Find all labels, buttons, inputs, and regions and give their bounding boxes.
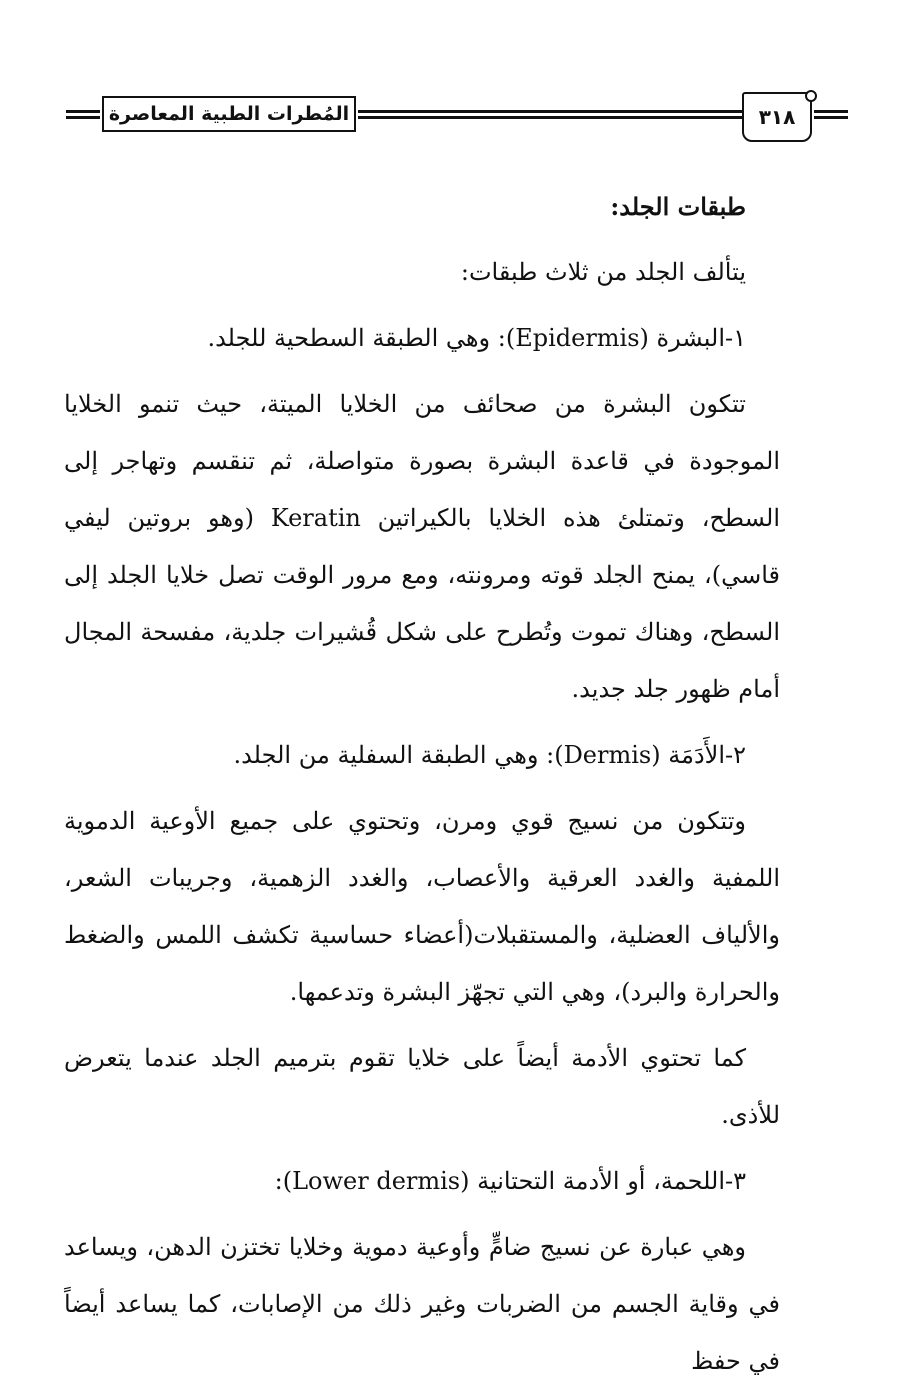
- list-item-dermis: [64, 727, 780, 784]
- running-header: [66, 92, 848, 148]
- item-label: ١-البشرة (: [639, 324, 746, 352]
- list-item-epidermis: [64, 310, 780, 367]
- latin-term: Keratin: [270, 504, 361, 532]
- paragraph-lower-dermis: وهي عبارة عن نسيج ضامٍّ وأوعية دموية وخلايا تختزن الدهن، ويساعد في وقاية الجسم من الضربات وغير ذلك من الإصابات، كما يساعد أيضاً في حفظ: [64, 1233, 780, 1375]
- paragraph-dermis-repair: كما تحتوي الأدمة أيضاً على خلايا تقوم بترميم الجلد عندما يتعرض للأذى.: [64, 1044, 780, 1129]
- paragraph-text: تتكون البشرة من صحائف من الخلايا الميتة، حيث تنمو الخلايا الموجودة في قاعدة البشرة بصورة متواصلة، ثم تنقسم وتهاجر إلى السطح، وتمتلئ هذه الخلايا بالكيراتين: [64, 390, 781, 532]
- item-description: ):: [274, 1167, 293, 1195]
- header-rule-middle: [358, 110, 796, 119]
- book-title: المُطرات الطبية المعاصرة: [102, 96, 356, 132]
- intro-line: يتألف الجلد من ثلاث طبقات:: [460, 258, 746, 286]
- paragraph-text: (وهو بروتين ليفي قاسي)، يمنح الجلد قوته ومرونته، ومع مرور الوقت تصل خلايا الجلد إلى السطح، وهناك تموت وتُطرح على شكل قُشيرات جلدية، مفسحة المجال أمام ظهور جلد جديد.: [64, 504, 780, 703]
- paragraph-dermis: وتتكون من نسيج قوي ومرن، وتحتوي على جميع الأوعية الدموية اللمفية والغدد العرقية والأعصاب، والغدد الزهمية، وجريبات الشعر، والألياف العضلية، والمستقبلات(أعضاء حساسية تكشف اللمس والضغط والحرارة والبرد)، وهي التي تجهّز البشرة وتدعمها.: [64, 807, 780, 1006]
- page-number: ٣١٨: [742, 92, 812, 142]
- latin-term: Epidermis: [515, 324, 640, 352]
- item-description: ): وهي الطبقة السطحية للجلد.: [207, 324, 516, 352]
- item-label: ٢-الأَدَمَة (: [651, 741, 746, 769]
- latin-term: Dermis: [563, 741, 652, 769]
- list-item-lower-dermis: [64, 1153, 780, 1210]
- page-body: [64, 178, 780, 1399]
- item-label: ٣-اللحمة، أو الأدمة التحتانية (: [460, 1167, 746, 1195]
- header-rule-left: [66, 110, 100, 119]
- item-description: ): وهي الطبقة السفلية من الجلد.: [233, 741, 564, 769]
- header-rule-right: [814, 110, 848, 119]
- section-heading: طبقات الجلد:: [610, 192, 746, 221]
- paragraph-epidermis: [64, 376, 780, 718]
- latin-term: Lower dermis: [292, 1167, 461, 1195]
